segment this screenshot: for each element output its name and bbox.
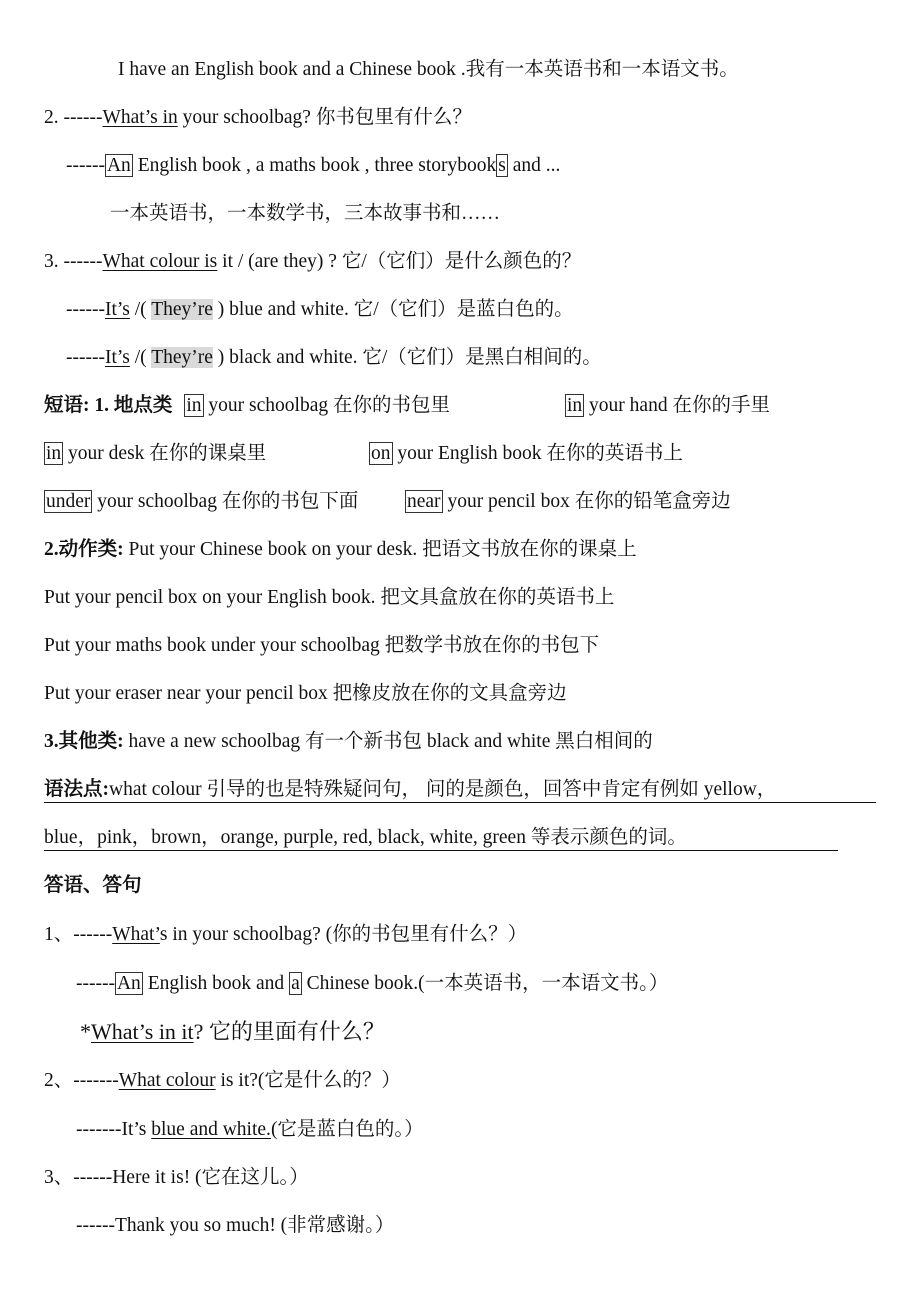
intro-english: I have an English book and a Chinese book . bbox=[118, 59, 466, 80]
q2-chinese: 你书包里有什么？ bbox=[315, 107, 472, 128]
phrase-1-prep-box: in bbox=[186, 395, 202, 416]
action-1: Put your Chinese book on your desk. 把语文书放在你的课桌上 bbox=[123, 539, 637, 560]
d1-mid: English book and bbox=[142, 973, 290, 994]
d1-ask: What’ bbox=[112, 924, 160, 945]
d2-chinese: (它是蓝白色的。） bbox=[270, 1119, 424, 1140]
phrases-heading: 短语: 1. 地点类 bbox=[44, 395, 173, 416]
d1-end: Chinese book.(一本英语书，一本语文书。） bbox=[301, 973, 669, 994]
dialog-3-answer bbox=[76, 1213, 394, 1239]
extra-star: * bbox=[80, 1019, 91, 1044]
intro-chinese: 我有一本英语书和一本语文书。 bbox=[465, 59, 739, 80]
phrases-row-3b bbox=[405, 489, 731, 515]
phrase-3-rest: your desk 在你的课桌里 bbox=[63, 443, 267, 464]
action-3: Put your maths book under your schoolbag 把数学书放在你的书包下 bbox=[44, 635, 600, 656]
grammar-line-1 bbox=[44, 777, 776, 803]
question-3 bbox=[44, 249, 581, 275]
other-phrases: have a new schoolbag 有一个新书包 black and white 黑白相间的 bbox=[123, 731, 653, 752]
d1-dash: ------ bbox=[76, 973, 115, 994]
q2-question-rest: your schoolbag? bbox=[177, 107, 316, 128]
q2-question-key: What’s in bbox=[102, 107, 178, 128]
extra-rest: ? 它的里面有什么？ bbox=[193, 1019, 385, 1044]
a2-plural-box: s bbox=[498, 155, 506, 176]
phrase-4-prep-box: on bbox=[371, 443, 391, 464]
action-row-2 bbox=[44, 585, 614, 611]
a3b-dash: ------ bbox=[66, 347, 105, 368]
q3-chinese: 它/（它们）是什么颜色的？ bbox=[341, 251, 582, 272]
phrase-2-prep-box: in bbox=[567, 395, 583, 416]
q3-number: 3. ------ bbox=[44, 251, 103, 272]
d2-answer: blue and white. bbox=[151, 1119, 271, 1140]
phrase-4-rest: your English book 在你的英语书上 bbox=[392, 443, 683, 464]
d2-number: 2、------- bbox=[44, 1070, 119, 1091]
phrase-2-rest: your hand 在你的手里 bbox=[584, 395, 770, 416]
a3b-sep: /( bbox=[129, 347, 152, 368]
q2-number: 2. ------ bbox=[44, 107, 103, 128]
action-row-1 bbox=[44, 537, 637, 563]
grammar-heading: 语法点: bbox=[44, 779, 109, 800]
a2-end: and ... bbox=[507, 155, 561, 176]
d2-rest: is it?(它是什么的？） bbox=[215, 1070, 401, 1091]
answer-2 bbox=[66, 153, 560, 179]
question-2 bbox=[44, 105, 472, 131]
dialog-1-answer bbox=[76, 971, 668, 997]
phrase-3-prep-box: in bbox=[46, 443, 62, 464]
other-heading: 3.其他类: bbox=[44, 731, 124, 752]
action-row-4 bbox=[44, 681, 567, 707]
answer-3a bbox=[66, 297, 574, 323]
phrase-6-rest: your pencil box 在你的铅笔盒旁边 bbox=[442, 491, 731, 512]
a3b-rest: ) black and white. bbox=[212, 347, 363, 368]
a3a-its: It’s bbox=[104, 299, 130, 320]
dialog-1-question bbox=[44, 922, 527, 948]
a3b-chinese: 它/（它们）是黑白相间的。 bbox=[362, 347, 602, 368]
a3a-sep: /( bbox=[129, 299, 152, 320]
d1-an-box: An bbox=[116, 973, 141, 994]
grammar-underline-2 bbox=[44, 850, 838, 851]
intro-line bbox=[118, 57, 739, 83]
a3a-dash: ------ bbox=[66, 299, 105, 320]
q3-question-rest: it / (are they) ? bbox=[217, 251, 342, 272]
action-4: Put your eraser near your pencil box 把橡皮放在你的文具盒旁边 bbox=[44, 683, 567, 704]
q3-question-key: What colour is bbox=[102, 251, 218, 272]
answer-2-chinese bbox=[110, 201, 500, 227]
a2-middle: English book , a maths book , three storybook bbox=[132, 155, 497, 176]
dialog-2-answer bbox=[76, 1117, 424, 1143]
a3b-its: It’s bbox=[104, 347, 130, 368]
a3b-theyre: They’re bbox=[151, 347, 213, 368]
dialog-3-question bbox=[44, 1165, 309, 1191]
phrases-row-2 bbox=[44, 441, 266, 467]
answer-3b bbox=[66, 345, 602, 371]
grammar-underline-1 bbox=[44, 802, 876, 803]
d2-ask: What colour bbox=[118, 1070, 216, 1091]
a3a-chinese: 它/（它们）是蓝白色的。 bbox=[353, 299, 574, 320]
phrases-row-1b bbox=[565, 393, 770, 419]
a2-chinese: 一本英语书，一本数学书，三本故事书和…… bbox=[110, 203, 501, 224]
answers-heading bbox=[44, 873, 142, 899]
action-heading: 2.动作类: bbox=[44, 539, 124, 560]
grammar-line-2 bbox=[44, 825, 687, 851]
phrase-6-prep-box: near bbox=[407, 491, 441, 512]
extra-ask: What’s in it bbox=[91, 1019, 194, 1044]
dialog-2-question bbox=[44, 1068, 401, 1094]
d1-rest: s in your schoolbag? (你的书包里有什么？） bbox=[159, 924, 528, 945]
grammar-text-1: what colour 引导的也是特殊疑问句， 问的是颜色，回答中肯定有例如 yellow， bbox=[109, 779, 777, 800]
phrases-row-1 bbox=[44, 393, 450, 419]
phrases-row-2b bbox=[369, 441, 683, 467]
a3a-rest: ) blue and white. bbox=[212, 299, 354, 320]
d3-answer: ------Thank you so much! (非常感谢。） bbox=[76, 1215, 395, 1236]
phrases-row-3 bbox=[44, 489, 358, 515]
a3a-theyre: They’re bbox=[151, 299, 213, 320]
grammar-text-2: blue，pink，brown，orange, purple, red, black, white, green 等表示颜色的词。 bbox=[44, 827, 687, 848]
d2-dash: -------It’s bbox=[76, 1119, 152, 1140]
d3-question: 3、------Here it is! (它在这儿。） bbox=[44, 1167, 309, 1188]
phrase-5-prep-box: under bbox=[46, 491, 91, 512]
phrase-5-rest: your schoolbag 在你的书包下面 bbox=[92, 491, 359, 512]
a2-article-box: An bbox=[106, 155, 131, 176]
d1-a-box: a bbox=[291, 973, 300, 994]
other-row bbox=[44, 729, 653, 755]
action-2: Put your pencil box on your English book. 把文具盒放在你的英语书上 bbox=[44, 587, 615, 608]
extra-question bbox=[80, 1019, 385, 1045]
answers-heading-text: 答语、答句 bbox=[44, 875, 142, 896]
action-row-3 bbox=[44, 633, 599, 659]
phrase-1-rest: your schoolbag 在你的书包里 bbox=[203, 395, 450, 416]
d1-number: 1、------ bbox=[44, 924, 113, 945]
a2-dash: ------ bbox=[66, 155, 105, 176]
